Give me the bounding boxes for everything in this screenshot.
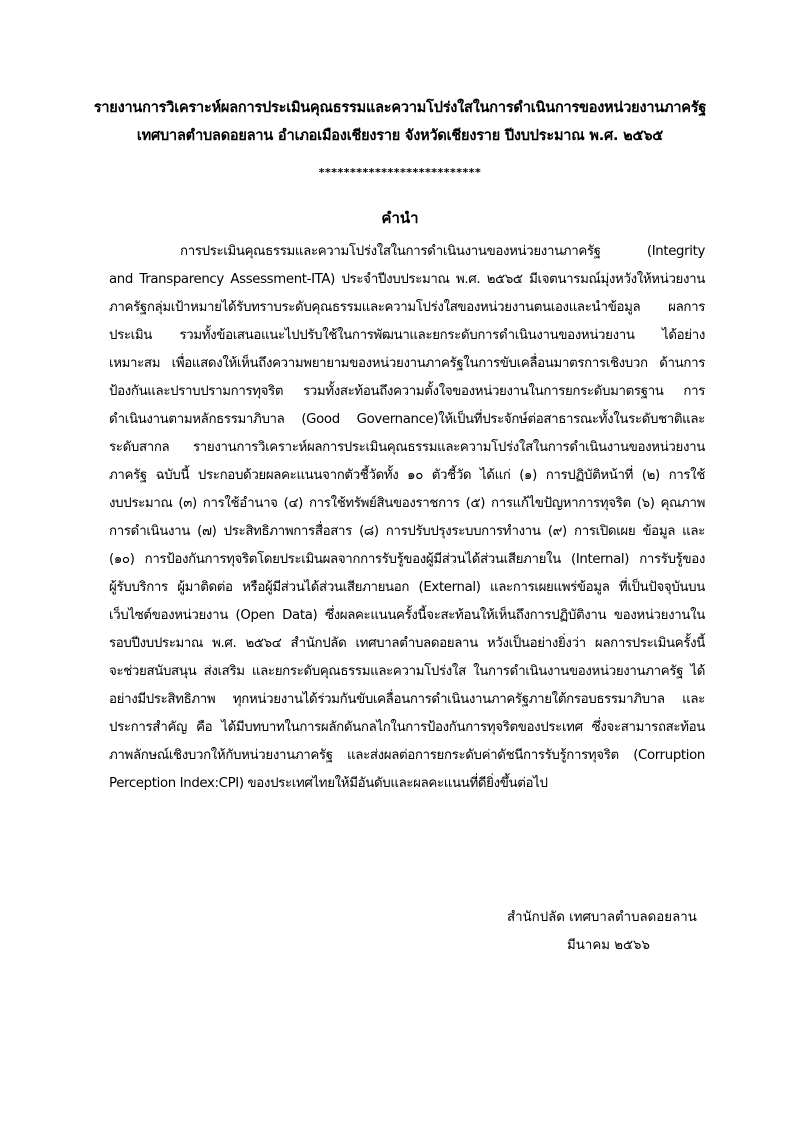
body-line: (๑๐) การป้องกันการทุจริตโดยประเมินผลจากการรับรู้ของผู้มีส่วนได้ส่วนเสียภายใน (Internal) การรับรู้ของ — [109, 552, 705, 567]
body-line: ประการสำคัญ คือ ได้มีบทบาทในการผลักดันกลไกในการป้องกันการทุจริตของประเทศ ซึ่งจะสามารถสะท้อน — [109, 720, 705, 735]
report-title-line-1: รายงานการวิเคราะห์ผลการประเมินคุณธรรมและความโปร่งใสในการดำเนินการของหน่วยงานภาครัฐ — [93, 100, 707, 116]
separator-asterisks: ************************** — [318, 166, 482, 179]
body-line: อย่างมีประสิทธิภาพ ทุกหน่วยงานได้ร่วมกันขับเคลื่อนการดำเนินงานภาครัฐภายใต้กรอบธรรมาภิบาล และ — [109, 692, 705, 707]
report-title-line-2: เทศบาลตำบลดอยลาน อำเภอเมืองเชียงราย จังหวัดเชียงราย ปีงบประมาณ พ.ศ. ๒๕๖๕ — [136, 128, 664, 144]
signature-organization: สำนักปลัด เทศบาลตำบลดอยลาน — [507, 910, 697, 925]
body-line: ภาครัฐ ฉบับนี้ ประกอบด้วยผลคะแนนจากตัวชี้วัดทั้ง ๑๐ ตัวชี้วัด ได้แก่ (๑) การปฏิบัติหน้าที่ (๒) การใช้ — [109, 468, 705, 483]
body-line: การประเมินคุณธรรมและความโปร่งใสในการดำเนินงานของหน่วยงานภาครัฐ (Integrity — [180, 244, 705, 259]
body-line: ภาครัฐกลุ่มเป้าหมายได้รับทราบระดับคุณธรรมและความโปร่งใสของหน่วยงานตนเองและนำข้อมูล ผลการ — [109, 300, 705, 315]
body-line: ป้องกันและปราบปรามการทุจริต รวมทั้งสะท้อนถึงความตั้งใจของหน่วยงานในการยกระดับมาตรฐาน การ — [109, 384, 705, 399]
body-line: ประเมิน รวมทั้งข้อเสนอแนะไปปรับใช้ในการพัฒนาและยกระดับการดำเนินงานของหน่วยงาน ได้อย่าง — [109, 328, 705, 343]
body-line: ภาพลักษณ์เชิงบวกให้กับหน่วยงานภาครัฐ และส่งผลต่อการยกระดับค่าดัชนีการรับรู้การทุจริต (Corruption — [109, 748, 705, 763]
body-line: ผู้รับบริการ ผู้มาติดต่อ หรือผู้มีส่วนได้ส่วนเสียภายนอก (External) และการเผยแพร่ข้อมูล ที่เป็นปัจจุบันบน — [109, 580, 705, 595]
body-line: งบประมาณ (๓) การใช้อำนาจ (๔) การใช้ทรัพย์สินของราชการ (๕) การแก้ไขปัญหาการทุจริต (๖) คุณภาพ — [109, 496, 705, 511]
body-line: ระดับสากล รายงานการวิเคราะห์ผลการประเมินคุณธรรมและความโปร่งใสในการดำเนินงานของหน่วยงาน — [109, 440, 705, 455]
body-line: ดำเนินงานตามหลักธรรมาภิบาล (Good Governance)ให้เป็นที่ประจักษ์ต่อสาธารณะทั้งในระดับชาติและ — [109, 412, 705, 427]
body-line: จะช่วยสนับสนุน ส่งเสริม และยกระดับคุณธรรมและความโปร่งใส ในการดำเนินงานของหน่วยงานภาครัฐ ได้ — [109, 664, 705, 679]
body-line: Perception Index:CPI) ของประเทศไทยให้มีอันดับและผลคะแนนที่ดียิ่งขึ้นต่อไป — [109, 776, 548, 791]
preface-heading: คำนำ — [381, 209, 419, 227]
body-line: รอบปีงบประมาณ พ.ศ. ๒๕๖๔ สำนักปลัด เทศบาลตำบลดอยลาน หวังเป็นอย่างยิ่งว่า ผลการประเมินครั้งนี้ — [109, 636, 705, 651]
body-line: เหมาะสม เพื่อแสดงให้เห็นถึงความพยายามของหน่วยงานภาครัฐในการขับเคลื่อนมาตรการเชิงบวก ด้านการ — [109, 356, 705, 371]
body-line: เว็บไซต์ของหน่วยงาน (Open Data) ซึ่งผลคะแนนครั้งนี้จะสะท้อนให้เห็นถึงการปฏิบัติงาน ของหน่วยงานใน — [109, 608, 705, 623]
body-line: and Transparency Assessment-ITA) ประจำปีงบประมาณ พ.ศ. ๒๕๖๕ มีเจตนารมณ์มุ่งหวังให้หน่วยงาน — [109, 272, 705, 287]
body-line: การดำเนินงาน (๗) ประสิทธิภาพการสื่อสาร (๘) การปรับปรุงระบบการทำงาน (๙) การเปิดเผย ข้อมูล และ — [109, 524, 705, 539]
signature-date: มีนาคม ๒๕๖๖ — [567, 938, 650, 953]
